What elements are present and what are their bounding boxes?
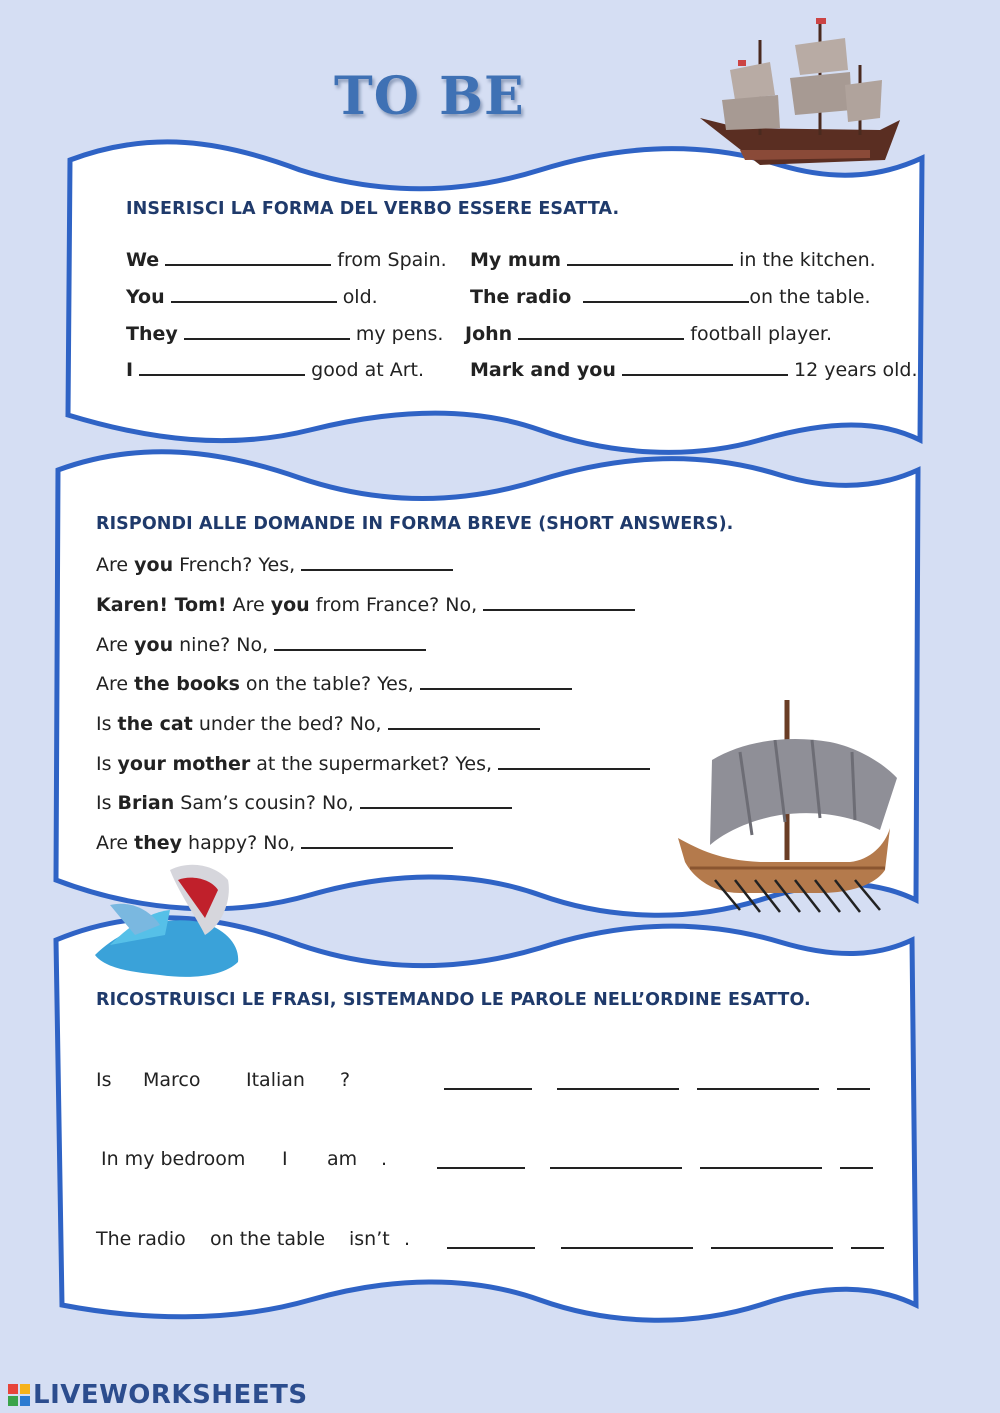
sentence-rest: 12 years old. <box>793 359 918 381</box>
word-slot-2[interactable] <box>561 1247 693 1249</box>
sentence-rest: old. <box>342 286 378 308</box>
exercise1-right-3 <box>465 322 832 345</box>
question-text: on the table? Yes, <box>239 673 414 695</box>
scrambled-word: am <box>327 1148 358 1170</box>
short-answer-blank[interactable] <box>360 791 512 809</box>
scrambled-word: The radio <box>96 1228 186 1250</box>
question-text: French? Yes, <box>173 554 296 576</box>
scrambled-word: ? <box>340 1069 351 1091</box>
liveworksheets-icon <box>8 1384 30 1406</box>
sentence-rest: good at Art. <box>311 359 425 381</box>
subject: Mark and you <box>470 359 616 381</box>
question-text: Sam’s cousin? No, <box>174 792 354 814</box>
answer-blank[interactable] <box>171 285 337 303</box>
exercise1-right-1 <box>470 248 876 271</box>
short-answer-blank[interactable] <box>420 672 572 690</box>
question-text: Is <box>96 753 118 775</box>
sentence-rest: on the table. <box>749 286 871 308</box>
word-slot-3[interactable] <box>697 1088 819 1090</box>
word-slot-4[interactable] <box>840 1167 873 1169</box>
short-answer-blank[interactable] <box>274 633 426 651</box>
question-text: Are <box>96 634 135 656</box>
answer-blank[interactable] <box>139 358 305 376</box>
liveworksheets-logo <box>8 1380 308 1410</box>
question-text: Is <box>96 713 118 735</box>
word-slot-1[interactable] <box>444 1088 532 1090</box>
sentence-rest: my pens. <box>355 323 444 345</box>
question-text: under the bed? No, <box>192 713 382 735</box>
answer-blank[interactable] <box>622 358 788 376</box>
section3-heading: RICOSTRUISCI LE FRASI, SISTEMANDO LE PAROLE NELL’ORDINE ESATTO. <box>96 990 811 1010</box>
sentence-rest: in the kitchen. <box>739 249 876 271</box>
question-8 <box>96 831 453 854</box>
word-slot-3[interactable] <box>711 1247 833 1249</box>
answer-blank[interactable] <box>184 322 350 340</box>
question-1 <box>96 553 453 576</box>
short-answer-blank[interactable] <box>388 712 540 730</box>
question-bold: the books <box>134 673 240 695</box>
subject: My mum <box>470 249 562 271</box>
question-3 <box>96 633 426 656</box>
sentence-rest: from Spain. <box>337 249 447 271</box>
word-slot-4[interactable] <box>851 1247 884 1249</box>
word-slot-4[interactable] <box>837 1088 870 1090</box>
scrambled-word: Italian <box>246 1069 305 1091</box>
subject: You <box>126 286 165 308</box>
question-2 <box>96 593 635 616</box>
scrambled-word: I <box>282 1148 288 1170</box>
scrambled-word: on the table <box>210 1228 326 1250</box>
answer-blank[interactable] <box>567 248 733 266</box>
section2-heading: RISPONDI ALLE DOMANDE IN FORMA BREVE (SHORT ANSWERS). <box>96 514 734 534</box>
question-bold: you <box>134 634 174 656</box>
exercise1-left-1 <box>126 248 447 271</box>
question-text: Are <box>226 594 271 616</box>
page-title: TO BE <box>334 66 525 127</box>
question-bold: they <box>134 832 183 854</box>
scrambled-word: . <box>404 1228 411 1250</box>
exercise1-left-4 <box>126 358 424 381</box>
question-bold: you <box>134 554 174 576</box>
short-answer-blank[interactable] <box>301 553 453 571</box>
scrambled-word: . <box>381 1148 388 1170</box>
word-slot-3[interactable] <box>700 1167 822 1169</box>
subject: We <box>126 249 160 271</box>
question-text: Is <box>96 792 118 814</box>
panel-3 <box>56 918 916 1320</box>
question-text: Are <box>96 832 135 854</box>
scrambled-word: Marco <box>143 1069 201 1091</box>
question-text: Are <box>96 673 135 695</box>
short-answer-blank[interactable] <box>483 593 635 611</box>
question-bold: your mother <box>117 753 251 775</box>
short-answer-blank[interactable] <box>301 831 453 849</box>
question-bold: Brian <box>117 792 175 814</box>
question-7 <box>96 791 512 814</box>
scrambled-word: isn’t <box>349 1228 390 1250</box>
question-text: at the supermarket? Yes, <box>250 753 493 775</box>
word-slot-2[interactable] <box>557 1088 679 1090</box>
question-5 <box>96 712 540 735</box>
short-answer-blank[interactable] <box>498 752 650 770</box>
word-slot-1[interactable] <box>437 1167 525 1169</box>
exercise1-right-4 <box>470 358 918 381</box>
answer-blank[interactable] <box>518 322 684 340</box>
exercise1-left-3 <box>126 322 443 345</box>
question-text: nine? No, <box>173 634 269 656</box>
question-4 <box>96 672 572 695</box>
answer-blank[interactable] <box>165 248 331 266</box>
subject: I <box>126 359 134 381</box>
answer-blank[interactable] <box>583 285 749 303</box>
section1-heading: INSERISCI LA FORMA DEL VERBO ESSERE ESATTA. <box>126 199 620 219</box>
word-slot-1[interactable] <box>447 1247 535 1249</box>
word-slot-2[interactable] <box>550 1167 682 1169</box>
question-6 <box>96 752 650 775</box>
brand-text: LIVEWORKSHEETS <box>33 1380 308 1410</box>
question-bold: you <box>270 594 310 616</box>
subject: The radio <box>470 286 572 308</box>
sentence-rest: football player. <box>690 323 832 345</box>
exercise1-left-2 <box>126 285 378 308</box>
scrambled-word: Is <box>96 1069 112 1091</box>
scrambled-word: In my bedroom <box>101 1148 246 1170</box>
subject: John <box>465 323 513 345</box>
exercise1-right-2 <box>470 285 871 308</box>
question-text: Are <box>96 554 135 576</box>
question-text: from France? No, <box>309 594 478 616</box>
question-bold: Karen! Tom! <box>96 594 227 616</box>
question-text: happy? No, <box>182 832 296 854</box>
question-bold: the cat <box>117 713 193 735</box>
subject: They <box>126 323 178 345</box>
galleon-illustration <box>700 18 900 165</box>
